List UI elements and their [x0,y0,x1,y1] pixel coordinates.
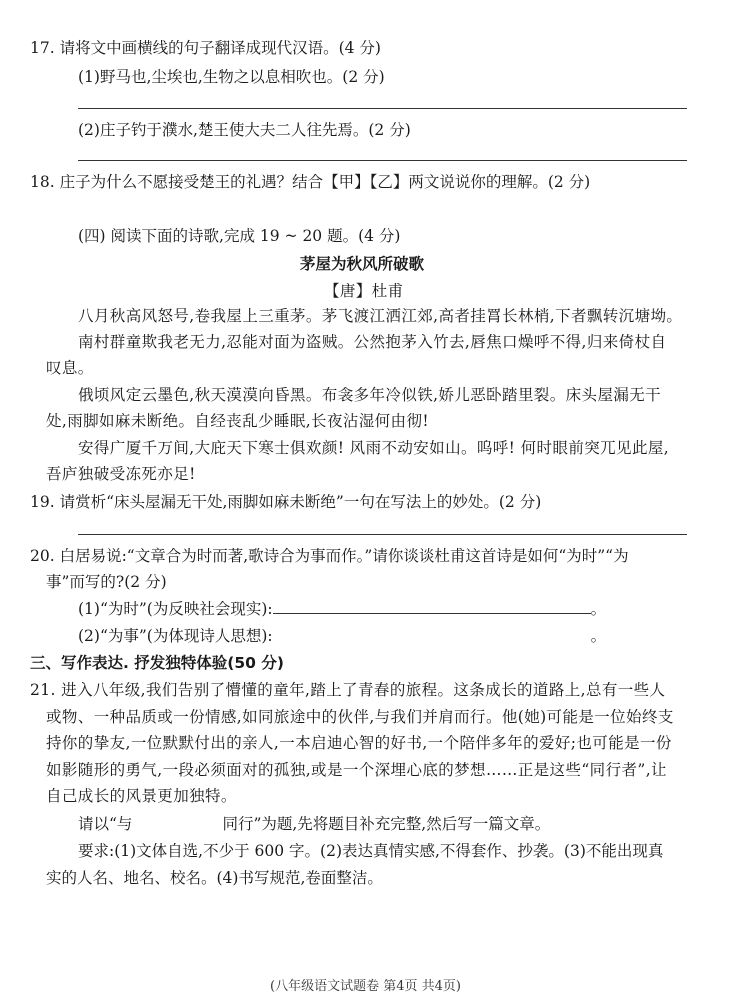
q20-prompt-line-1: 20. 白居易说:“文章合为时而著,歌诗合为事而作。”请你谈谈杜甫这首诗是如何“为时”“为 [30,547,629,565]
q21-line: 如影随形的勇气,一段必须面对的孤独,或是一个深埋心底的梦想……正是这些“同行者”,让 [46,761,667,779]
q17-item-2: (2)庄子钓于濮水,楚王使大夫二人往先焉。(2 分) [78,121,411,139]
q20-item-1-label: (1)“为时”(为反映社会现实): [78,600,273,618]
q20-item-2 [78,626,606,646]
q18-prompt: 18. 庄子为什么不愿接受楚王的礼遇？结合【甲】【乙】两文说说你的理解。(2 分) [30,173,591,191]
poem-line: 吾庐独破受冻死亦足! [46,465,196,483]
q21-instruction [78,814,550,834]
q20-item-2-label: (2)“为事”(为体现诗人思想): [78,627,273,645]
page-footer: (八年级语文试题卷 第4页 共4页) [270,979,461,994]
poem-line: 安得广厦千万间,大庇天下寒士俱欢颜! 风雨不动安如山。呜呼! 何时眼前突兀见此屋, [78,439,670,457]
q21-requirements-2: 实的人名、地名、校名。(4)书写规范,卷面整洁。 [46,869,383,887]
poem-line: 叹息。 [46,359,94,377]
q21-line: 持你的挚友,一位默默付出的亲人,一本启迪心智的好书,一个陪伴多年的爱好;也可能是一份 [46,734,672,752]
section-4-header: (四) 阅读下面的诗歌,完成 19 ~ 20 题。(4 分) [78,227,401,245]
q19-prompt: 19. 请赏析“床头屋漏无干处,雨脚如麻未断绝”一句在写法上的妙处。(2 分) [30,493,542,511]
end-mark: 。 [590,627,607,645]
q21-instruction-a: 请以“与 [78,815,133,833]
q17-item-1: (1)野马也,尘埃也,生物之以息相吹也。(2 分) [78,68,385,86]
q21-line: 或物、一种品质或一份情感,如同旅途中的伙伴,与我们并肩而行。他(她)可能是一位始终支 [46,708,674,726]
q21-line: 自己成长的风景更加独特。 [46,787,237,805]
poem-line: 南村群童欺我老无力,忍能对面为盗贼。公然抱茅入竹去,唇焦口燥呼不得,归来倚杖自 [78,333,667,351]
poem-author: 【唐】杜甫 [324,282,404,300]
poem-line: 处,雨脚如麻未断绝。自经丧乱少睡眠,长夜沾湿何由彻! [46,412,429,430]
answer-line[interactable] [78,160,687,161]
q20-item-1 [78,599,606,619]
q21-line: 21. 进入八年级,我们告别了懵懂的童年,踏上了青春的旅程。这条成长的道路上,总有一些人 [30,681,666,699]
end-mark: 。 [590,600,607,618]
poem-line: 八月秋高风怒号,卷我屋上三重茅。茅飞渡江洒江郊,高者挂罥长林梢,下者飘转沉塘坳。 [78,307,683,325]
q21-instruction-b: 同行”为题,先将题目补充完整,然后写一篇文章。 [222,815,551,833]
answer-blank[interactable] [273,599,591,614]
section-3-header: 三、写作表达. 抒发独特体验(50 分) [30,654,284,672]
answer-line[interactable] [78,534,687,535]
poem-title: 茅屋为秋风所破歌 [300,255,425,273]
q21-requirements-1: 要求:(1)文体自选,不少于 600 字。(2)表达真情实感,不得套作、抄袭。(3)不能出现真 [78,842,664,860]
q17-prompt: 17. 请将文中画横线的句子翻译成现代汉语。(4 分) [30,39,381,57]
q20-prompt-line-2: 事”而写的?(2 分) [46,573,167,591]
poem-line: 俄顷风定云墨色,秋天漠漠向昏黑。布衾多年冷似铁,娇儿恶卧踏里裂。床头屋漏无干 [78,386,662,404]
answer-line[interactable] [78,108,687,109]
